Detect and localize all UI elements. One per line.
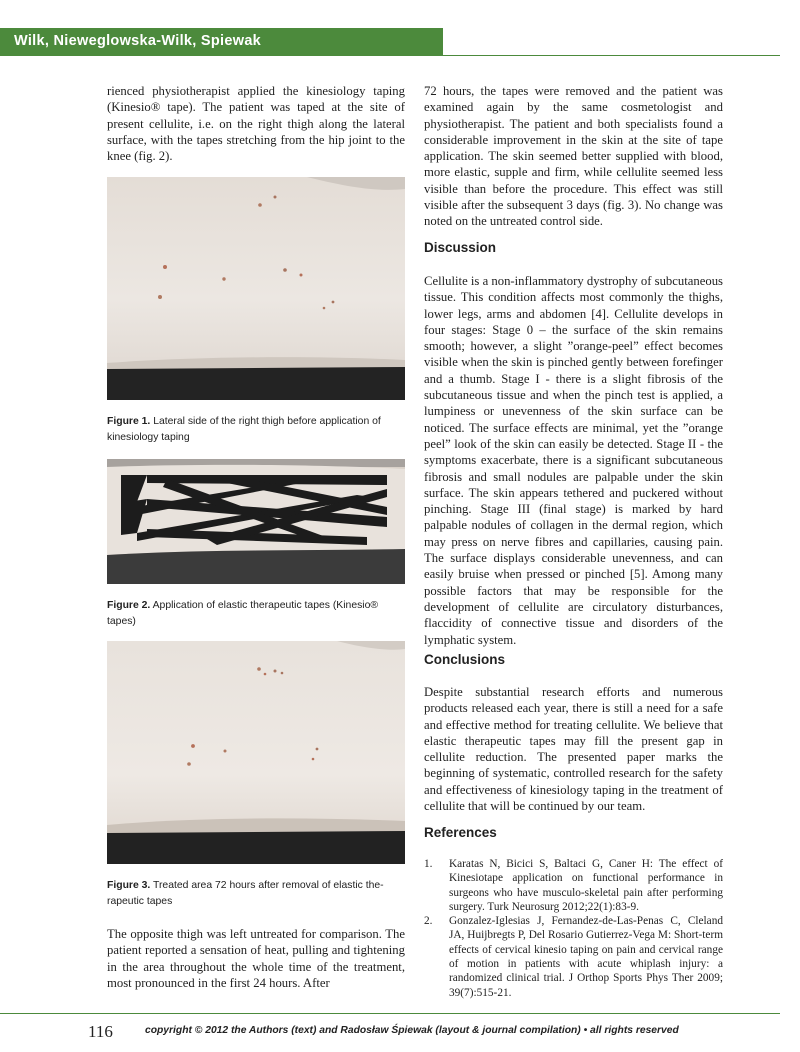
figure-2-caption: Figure 2. Application of elastic therapeutic tapes (Kinesio® tapes) bbox=[107, 600, 379, 627]
footer-rule bbox=[0, 1013, 780, 1014]
reference-number: 2. bbox=[424, 915, 433, 928]
conclusions-heading: Conclusions bbox=[424, 652, 506, 667]
page-number: 116 bbox=[88, 1022, 113, 1041]
header-rule bbox=[443, 55, 780, 56]
reference-number: 1. bbox=[424, 858, 433, 870]
figure-1-caption: Figure 1. Lateral side of the right thigh before application of kinesiology taping bbox=[107, 416, 381, 443]
left-paragraph-2: The opposite thigh was left untreated for comparison. The patient reported a sensation of heat, pulling and tightening in the area throughout the whole time of the treatment, most pronounced in the first 24 hours. After bbox=[107, 927, 405, 990]
discussion-heading: Discussion bbox=[424, 240, 497, 255]
figure-3-photo bbox=[107, 641, 405, 864]
conclusions-paragraph: Despite substantial research efforts and numerous products released each year, there is still a need for a safe and effective method for treating cellulite. We believe that elastic therapeutic tapes may fill the present gap in cellulite reduction. The presented paper marks the beginning of systematic, controlled research for the safety and effectiveness of kinesiology taping in the treatment of cellulite that will be continued by our team. bbox=[424, 685, 723, 814]
discussion-paragraph: Cellulite is a non-inflammatory dystrophy of subcutaneous tissue. This condition affects most commonly the thighs, lower legs, arms and abdomen [4]. Cellulite develops in four stages: Stage 0 – the surface of the skin remains smooth; however, a slight ”orange-peel” effect becomes visible when the skin is pinched gently between forefinger and a thumb. Stage I - there is a slight fibrosis of the subcutaneous tissue and when the pinch test is applied, a lumpiness or unevenness of the skin surface can be noticed. The surface effects are minimal, yet the ”orange peel” look of the skin can easily be detected. Stage II - the symptoms exacerbate, there is a significant subcutaneous fibrosis and small nodules are palpable under the skin surface. The skin appears tethered and puckered without pinching. Stage III (final stage) is marked by hard palpable nodules of collagen in the dermal region, which may press on nerve fibres and capillaries, causing pain. The surface displays considerable unevenness, and can easily bruise when pressed or pinched [5]. Among many possible factors that may be responsible for the development of cellulite are circulatory disturbances, flaccidity of connective tissue and disorders of the lymphatic system. bbox=[424, 274, 723, 647]
copyright-notice: copyright © 2012 the Authors (text) and Radosław Śpiewak (layout & journal compilation) • all rights reserved bbox=[145, 1025, 679, 1036]
figure-1-photo bbox=[107, 177, 405, 400]
reference-item bbox=[424, 914, 723, 1000]
right-paragraph-1: 72 hours, the tapes were removed and the patient was examined again by the same cosmetologist and physiotherapist. The patient and both specialists found a considerable improvement in the skin at the site of tape application. The skin seemed better supplied with blood, more elastic, supple and firm, while cellulite seemed less visible than before the procedure. This effect was still visible after the subsequent 3 days (fig. 3). No change was noted on the untreated control side. bbox=[424, 84, 723, 229]
running-header-authors: Wilk, Nieweglowska-Wilk, Spiewak bbox=[14, 33, 262, 49]
reference-item bbox=[424, 857, 723, 914]
left-paragraph-1: rienced physiotherapist applied the kinesiology taping (Kinesio® tape). The patient was taped at the site of present cellulite, i.e. on the right thigh along the lateral surface, with the tapes stretching from the hip joint to the knee (fig. 2). bbox=[107, 84, 405, 164]
figure-2-photo bbox=[107, 459, 405, 584]
references-heading: References bbox=[424, 825, 497, 840]
references-list bbox=[424, 857, 723, 1000]
figure-3-caption: Figure 3. Treated area 72 hours after removal of elastic the-rapeutic tapes bbox=[107, 880, 384, 907]
reference-text: Karatas N, Bicici S, Baltaci G, Caner H: The effect of Kinesiotape application on functional performance in surgeons who have musculo-skeletal pain after performing surgery. Turk Neurosurg 2012;22(1):83-9. bbox=[449, 858, 723, 913]
reference-text: Gonzalez-Iglesias J, Fernandez-de-Las-Penas C, Cleland JA, Huijbregts P, Del Rosario Gutierrez-Vega M: Short-term effects of cervical kinesio taping on pain and cervical range of motion in patients with acute whiplash injury: a randomized clinical trial. J Orthop Sports Phys Ther 2009; 39(7):515-21. bbox=[449, 915, 723, 999]
